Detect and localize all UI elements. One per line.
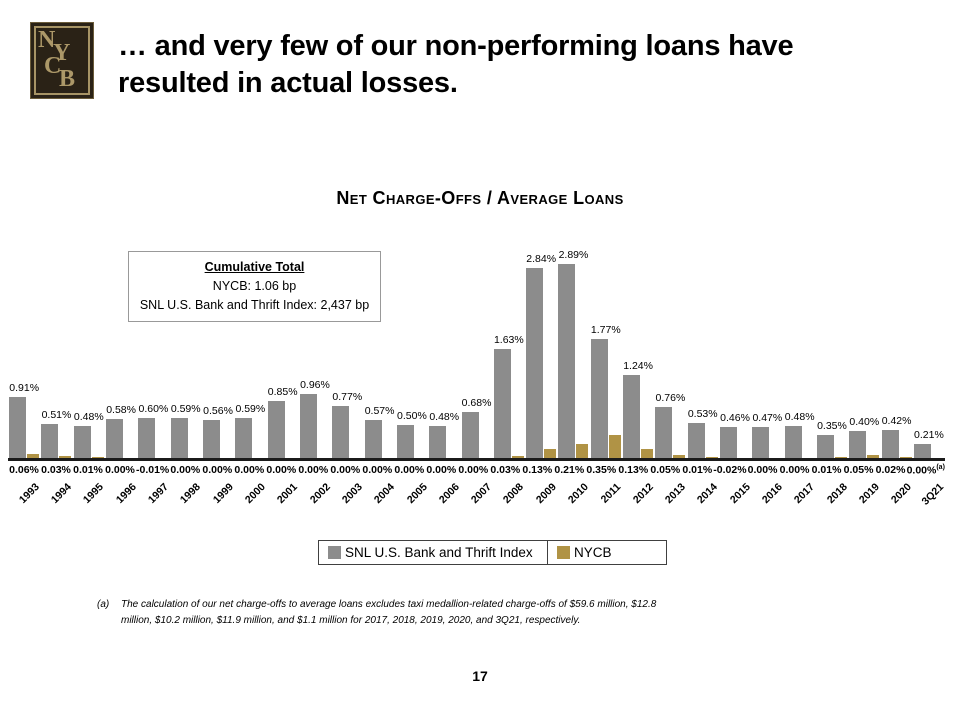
year-label: 2003 bbox=[339, 481, 365, 507]
snl-value-label: 2.89% bbox=[558, 249, 589, 262]
bar-snl bbox=[494, 349, 511, 458]
snl-value-label: 0.68% bbox=[461, 397, 492, 410]
nycb-value-label: 0.00% bbox=[330, 464, 361, 476]
snl-value-label: 0.59% bbox=[170, 403, 201, 416]
bar-group bbox=[848, 240, 880, 458]
bar-nycb bbox=[576, 444, 588, 458]
bar-group bbox=[267, 240, 299, 458]
year-label: 1995 bbox=[81, 481, 107, 507]
year-label: 2005 bbox=[404, 481, 430, 507]
bar-group bbox=[396, 240, 428, 458]
bar-group bbox=[880, 240, 912, 458]
nycb-value-label: 0.05% bbox=[843, 464, 874, 476]
bar-group bbox=[687, 240, 719, 458]
snl-value-label: 0.51% bbox=[41, 408, 72, 421]
legend-item-nycb bbox=[548, 541, 666, 564]
nycb-value-label: 0.01% bbox=[73, 464, 103, 476]
logo-letter-n: N bbox=[38, 27, 56, 53]
year-label: 2019 bbox=[856, 481, 882, 507]
nycb-value-label: 0.21% bbox=[554, 464, 585, 476]
year-label: 2012 bbox=[630, 481, 656, 507]
bar-group bbox=[331, 240, 363, 458]
logo-letter-b: B bbox=[59, 66, 76, 92]
snl-value-label: 0.91% bbox=[9, 382, 40, 395]
bar-nycb bbox=[641, 449, 653, 458]
footnote bbox=[97, 597, 682, 629]
year-label: 2015 bbox=[727, 481, 753, 507]
legend-swatch-snl bbox=[328, 546, 341, 559]
bar-snl bbox=[914, 444, 931, 458]
logo-letter-y: Y bbox=[53, 40, 71, 66]
cumulative-total-title: Cumulative Total bbox=[204, 260, 305, 274]
bar-nycb bbox=[609, 435, 621, 458]
bar-group bbox=[170, 240, 202, 458]
bar-chart bbox=[8, 240, 945, 458]
slide-title: … and very few of our non-performing loans have resulted in actual losses. bbox=[118, 30, 794, 100]
year-label: 3Q21 bbox=[919, 481, 947, 508]
year-label: 2017 bbox=[792, 481, 818, 507]
snl-value-label: 0.57% bbox=[364, 404, 395, 417]
nycb-value-label: 0.01% bbox=[682, 464, 713, 476]
snl-value-label: 2.84% bbox=[526, 252, 557, 265]
nycb-value-label: 0.35% bbox=[586, 464, 617, 476]
year-label: 2004 bbox=[372, 481, 398, 507]
x-axis-line bbox=[8, 458, 945, 461]
bar-group bbox=[234, 240, 266, 458]
snl-value-label: 0.77% bbox=[332, 391, 363, 404]
snl-value-label: 0.48% bbox=[73, 410, 104, 423]
nycb-value-label: 0.03% bbox=[490, 464, 521, 476]
snl-value-label: 1.63% bbox=[493, 333, 524, 346]
year-label: 1994 bbox=[48, 481, 74, 507]
bar-snl bbox=[332, 406, 349, 458]
year-label: 2014 bbox=[695, 481, 721, 507]
nycb-value-label: 0.00%$^{(a)}$ bbox=[906, 464, 945, 477]
bar-group bbox=[557, 240, 589, 458]
year-label: 1998 bbox=[178, 481, 204, 507]
bar-group bbox=[913, 240, 945, 458]
bar-snl bbox=[365, 420, 382, 458]
snl-value-label: 0.76% bbox=[655, 392, 686, 405]
bar-group bbox=[105, 240, 137, 458]
bar-snl bbox=[429, 426, 446, 458]
legend-label-snl: SNL U.S. Bank and Thrift Index bbox=[345, 545, 533, 560]
bar-group bbox=[622, 240, 654, 458]
bar-group bbox=[8, 240, 40, 458]
year-label: 2010 bbox=[565, 481, 591, 507]
year-label: 2013 bbox=[662, 481, 688, 507]
bar-group bbox=[137, 240, 169, 458]
bar-group bbox=[202, 240, 234, 458]
nycb-value-label: 0.00% bbox=[426, 464, 457, 476]
snl-value-label: 0.60% bbox=[138, 402, 169, 415]
year-label: 2000 bbox=[242, 481, 268, 507]
nycb-value-label: 0.00% bbox=[266, 464, 297, 476]
nycb-value-label: 0.02% bbox=[875, 464, 906, 476]
bar-snl bbox=[74, 426, 91, 458]
page-number: 17 bbox=[472, 668, 488, 684]
bar-snl bbox=[752, 427, 769, 458]
nycb-value-label: 0.00% bbox=[105, 464, 135, 476]
bar-snl bbox=[558, 264, 575, 458]
bar-snl bbox=[462, 412, 479, 458]
cumulative-total-snl: SNL U.S. Bank and Thrift Index: 2,437 bp bbox=[139, 297, 370, 312]
nycb-value-label: 0.00% bbox=[362, 464, 393, 476]
snl-value-label: 0.40% bbox=[849, 416, 880, 429]
snl-value-label: 0.53% bbox=[687, 407, 718, 420]
nycb-value-label: 0.00% bbox=[394, 464, 425, 476]
bar-snl bbox=[817, 435, 834, 458]
year-label: 2008 bbox=[501, 481, 527, 507]
bar-group bbox=[73, 240, 105, 458]
year-label: 2006 bbox=[436, 481, 462, 507]
bar-snl bbox=[235, 418, 252, 458]
nycb-value-label: 0.00% bbox=[202, 464, 233, 476]
snl-value-label: 0.59% bbox=[235, 403, 266, 416]
footnote-marker: (a) bbox=[97, 599, 110, 610]
bar-group bbox=[816, 240, 848, 458]
nycb-value-label: 0.00% bbox=[458, 464, 489, 476]
year-labels bbox=[8, 479, 945, 523]
year-label: 2001 bbox=[275, 481, 301, 507]
bar-group bbox=[299, 240, 331, 458]
nycb-value-label: 0.00% bbox=[170, 464, 201, 476]
nycb-value-label: 0.00% bbox=[747, 464, 778, 476]
bar-snl bbox=[300, 394, 317, 458]
year-label: 2007 bbox=[469, 481, 495, 507]
year-label: 1999 bbox=[210, 481, 236, 507]
bar-snl bbox=[591, 339, 608, 458]
snl-value-label: 0.35% bbox=[817, 419, 847, 432]
bar-group bbox=[654, 240, 686, 458]
snl-value-label: 0.48% bbox=[429, 410, 460, 423]
bar-snl bbox=[9, 397, 26, 458]
bar-snl bbox=[623, 375, 640, 458]
bar-snl bbox=[138, 418, 155, 458]
year-label: 1997 bbox=[145, 481, 171, 507]
snl-value-label: 0.48% bbox=[784, 410, 815, 423]
nycb-value-label: -0.01% bbox=[136, 464, 170, 476]
nycb-value-label: 0.01% bbox=[811, 464, 842, 476]
nycb-value-label: 0.00% bbox=[234, 464, 265, 476]
year-label: 2002 bbox=[307, 481, 333, 507]
year-label: 2018 bbox=[824, 481, 850, 507]
legend-item-snl bbox=[319, 541, 547, 564]
footnote-text: The calculation of our net charge-offs to average loans excludes taxi medallion-related charge-offs of $59.6 million, $12.8 million, $10.2 million, $11.9 million, and $1.1 million for 2017, 2018, 2019, 2020, and 3Q21, respectively. bbox=[121, 599, 657, 626]
nycb-value-label: 0.13% bbox=[618, 464, 649, 476]
nycb-value-label: 0.00% bbox=[298, 464, 329, 476]
bar-group bbox=[428, 240, 460, 458]
bar-group bbox=[460, 240, 492, 458]
year-label: 2016 bbox=[759, 481, 785, 507]
bar-snl bbox=[785, 426, 802, 458]
bar-nycb bbox=[544, 449, 556, 458]
bar-group bbox=[590, 240, 622, 458]
snl-value-label: 0.56% bbox=[203, 405, 233, 418]
nycb-value-label: 0.13% bbox=[522, 464, 553, 476]
bar-snl bbox=[720, 427, 737, 458]
nycb-logo bbox=[30, 22, 94, 99]
year-label: 2020 bbox=[889, 481, 915, 507]
bar-group bbox=[719, 240, 751, 458]
bar-group bbox=[525, 240, 557, 458]
bar-snl bbox=[526, 268, 543, 458]
year-label: 1996 bbox=[113, 481, 139, 507]
logo-letter-c: C bbox=[44, 53, 62, 79]
snl-value-label: 0.96% bbox=[300, 378, 330, 391]
bottom-labels bbox=[8, 464, 945, 477]
nycb-value-label: 0.05% bbox=[650, 464, 681, 476]
snl-value-label: 0.58% bbox=[106, 404, 136, 417]
bar-snl bbox=[106, 419, 123, 458]
legend-label-nycb: NYCB bbox=[574, 545, 612, 560]
year-label: 2009 bbox=[533, 481, 559, 507]
cumulative-total-nycb: NYCB: 1.06 bp bbox=[212, 278, 297, 293]
nycb-value-label: 0.06% bbox=[9, 464, 39, 476]
nycb-logo-letters bbox=[34, 26, 90, 95]
bar-snl bbox=[688, 423, 705, 459]
snl-value-label: 0.85% bbox=[267, 386, 298, 399]
year-label: 2011 bbox=[598, 481, 624, 506]
bar-snl bbox=[882, 430, 899, 458]
bar-snl bbox=[203, 420, 220, 458]
bar-snl bbox=[849, 431, 866, 458]
bar-group bbox=[363, 240, 395, 458]
nycb-value-label: 0.00% bbox=[779, 464, 810, 476]
bar-snl bbox=[171, 418, 188, 458]
snl-value-label: 0.47% bbox=[752, 411, 783, 424]
bar-snl bbox=[655, 407, 672, 458]
snl-value-label: 0.46% bbox=[720, 412, 750, 425]
chart-title: Net Charge-Offs / Average Loans bbox=[336, 188, 624, 208]
snl-value-label: 0.50% bbox=[397, 409, 427, 422]
bar-snl bbox=[268, 401, 285, 458]
bar-snl bbox=[397, 425, 414, 459]
bar-group bbox=[751, 240, 783, 458]
bar-group bbox=[40, 240, 72, 458]
snl-value-label: 0.42% bbox=[881, 414, 912, 427]
nycb-value-label: 0.03% bbox=[41, 464, 71, 476]
bar-snl bbox=[41, 424, 58, 458]
snl-value-label: 1.24% bbox=[623, 359, 653, 372]
snl-value-label: 1.77% bbox=[590, 324, 621, 337]
plot-area bbox=[8, 240, 945, 458]
year-label: 1993 bbox=[16, 481, 42, 507]
chart-legend bbox=[318, 540, 667, 565]
nycb-value-label: -0.02% bbox=[713, 464, 747, 476]
bar-group bbox=[784, 240, 816, 458]
footnote-ref: (a) bbox=[936, 464, 945, 471]
bar-group bbox=[493, 240, 525, 458]
snl-value-label: 0.21% bbox=[914, 428, 944, 441]
legend-swatch-nycb bbox=[557, 546, 570, 559]
